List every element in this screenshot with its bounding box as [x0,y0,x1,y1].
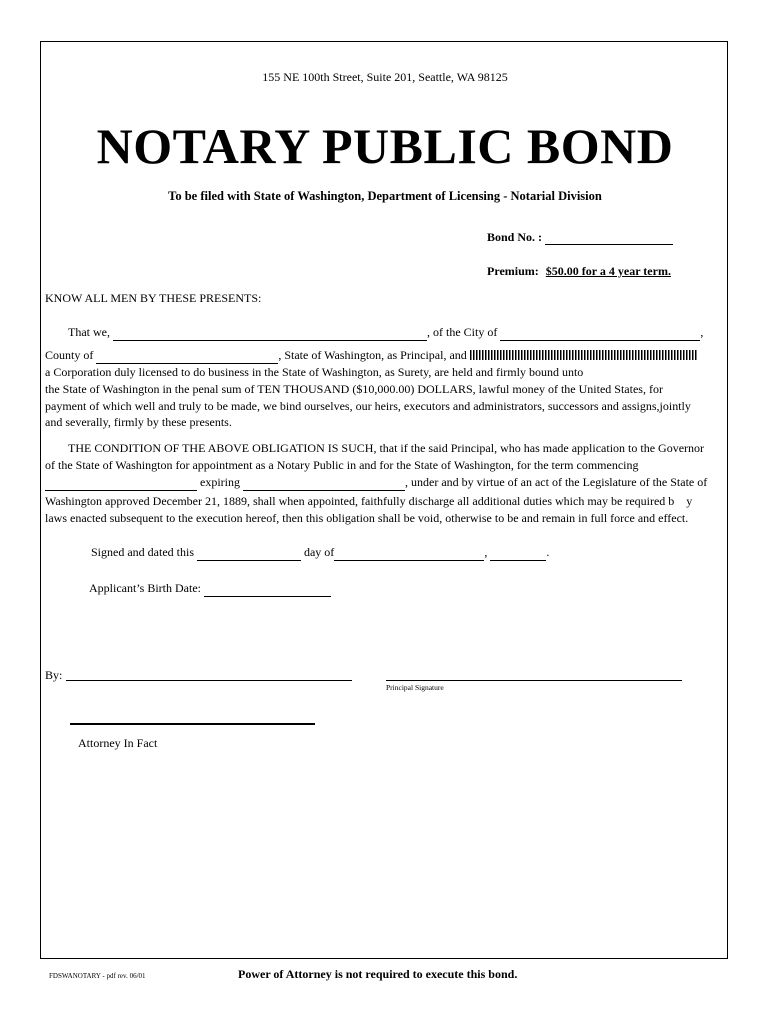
attorney-signature-field[interactable] [70,711,315,725]
power-of-attorney-note: Power of Attorney is not required to execute this bond. [238,967,518,981]
para2-line5: laws enacted subsequent to the execution hereof, then this obligation shall be void, otherwise to be and remain in full force and effect. [45,511,689,525]
of-city-label: , of the City of [426,325,498,339]
subtitle: To be filed with State of Washington, Department of Licensing - Notarial Division [168,189,602,203]
state-principal-text: , State of Washington, as Principal, and [278,348,467,362]
term-expiring-field[interactable] [243,477,405,491]
birth-date-line [89,580,331,597]
principal-name-field[interactable] [113,327,427,341]
under-act-text: , under and by virtue of an act of the Legislature of the State of [405,475,708,489]
by-label: By: [45,668,63,682]
year-field[interactable] [490,547,546,561]
period: . [546,545,550,559]
county-line [45,347,698,364]
expiring-label: expiring [200,475,240,489]
page-title: NOTARY PUBLIC BOND [96,118,674,174]
premium-row [487,264,671,279]
city-field[interactable] [500,327,700,341]
para2-line3 [45,474,707,491]
birth-date-label: Applicant’s Birth Date: [89,581,201,595]
comma: , [700,325,704,339]
bond-no-label: Bond No. : [487,230,543,244]
signed-dated-label: Signed and dated this [91,545,194,559]
birth-date-field[interactable] [204,583,331,597]
attorney-in-fact-label: Attorney In Fact [78,736,158,750]
bond-no-field[interactable] [545,231,673,245]
form-code: FDSWANOTARY - pdf rev. 06/01 [49,972,146,980]
para1-line6: and severally, firmly by these presents. [45,415,232,429]
para1-line5: payment of which well and truly to be made, we bind ourselves, our heirs, executors and administrators, successors and assigns,jointly [45,399,691,413]
premium-label: Premium: [487,264,539,278]
term-start-field[interactable] [45,477,197,491]
para1-line4: the State of Washington in the penal sum of TEN THOUSAND ($10,000.00) DOLLARS, lawful money of the United States, for [45,382,663,396]
principal-signature-field[interactable] [386,667,682,681]
that-we-label: That we, [68,325,110,339]
redacted-surety-name [470,350,698,360]
principal-signature-label: Principal Signature [386,683,444,692]
signed-dated-line [91,544,549,561]
day-field[interactable] [197,547,301,561]
month-field[interactable] [334,547,484,561]
address: 155 NE 100th Street, Suite 201, Seattle, WA 98125 [262,70,508,84]
surety-signature-field[interactable] [66,667,352,681]
para2-line2: of the State of Washington for appointment as a Notary Public in and for the State of Washington, for the term commencing [45,458,639,472]
para1-line3: a Corporation duly licensed to do business in the State of Washington, as Surety, are held and firmly bound unto [45,365,584,379]
county-field[interactable] [96,350,278,364]
know-all-heading: KNOW ALL MEN BY THESE PRESENTS: [45,291,262,305]
comma: , [484,545,488,559]
day-of-label: day of [303,545,335,559]
premium-value: $50.00 for a 4 year term. [545,264,671,278]
para2-line4: Washington approved December 21, 1889, shall when appointed, faithfully discharge all additional duties which may be required b y [45,494,693,508]
bond-no-row [487,230,673,245]
that-we-line [68,324,703,341]
county-label: County of [45,348,94,362]
para2-line1: THE CONDITION OF THE ABOVE OBLIGATION IS SUCH, that if the said Principal, who has made application to the Governor [68,441,705,455]
